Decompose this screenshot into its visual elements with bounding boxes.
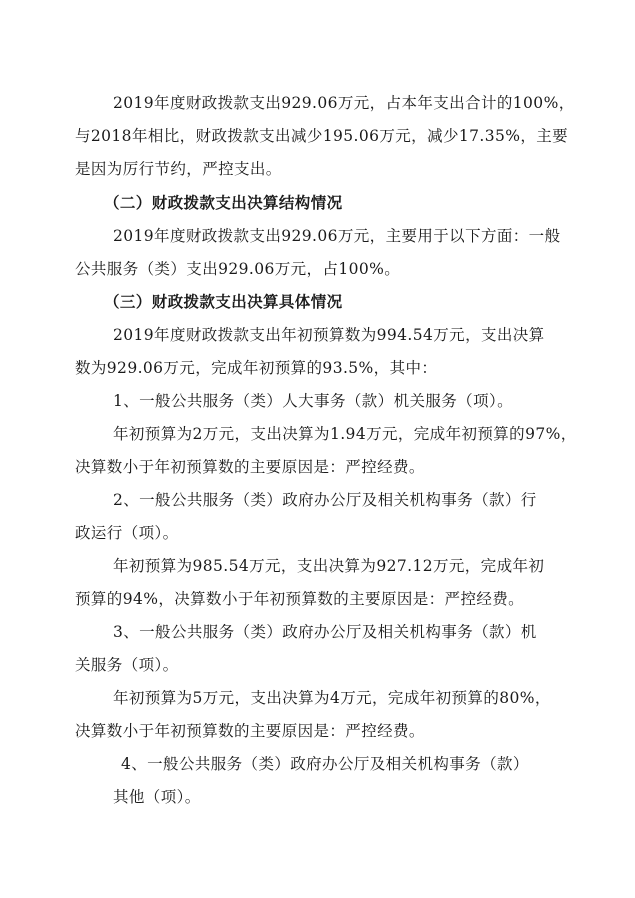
text-line: 是因为厉行节约，严控支出。 — [75, 160, 282, 178]
text-line: 政运行（项）。 — [75, 524, 179, 542]
text-line: 2、一般公共服务（类）政府办公厅及相关机构事务（款）行 — [113, 491, 537, 509]
text-line: 数为929.06万元，完成年初预算的93.5%，其中： — [75, 359, 438, 377]
text-line: 年初预算为2万元，支出决算为1.94万元，完成年初预算的97%， — [113, 425, 577, 443]
text-line: 1、一般公共服务（类）人大事务（款）机关服务（项）。 — [113, 392, 514, 410]
text-line: 与2018年相比，财政拨款支出减少195.06万元，减少17.35%，主要 — [75, 127, 569, 145]
text-line: 关服务（项）。 — [75, 656, 179, 674]
text-line: 3、一般公共服务（类）政府办公厅及相关机构事务（款）机 — [113, 623, 537, 641]
text-line: 2019年度财政拨款支出年初预算数为994.54万元，支出决算 — [113, 326, 545, 344]
text-line: 年初预算为985.54万元，支出决算为927.12万元，完成年初 — [113, 557, 545, 575]
text-line: 4、一般公共服务（类）政府办公厅及相关机构事务（款） — [121, 755, 529, 773]
text-line: 决算数小于年初预算数的主要原因是：严控经费。 — [75, 722, 425, 740]
text-line: 其他（项）。 — [113, 788, 201, 806]
section-heading: （二）财政拨款支出决算结构情况 — [104, 193, 343, 212]
text-line: 2019年度财政拨款支出929.06万元，占本年支出合计的100%， — [113, 94, 575, 112]
text-line: 公共服务（类）支出929.06万元，占100%。 — [75, 260, 401, 278]
text-line: 2019年度财政拨款支出929.06万元，主要用于以下方面：一般 — [113, 227, 561, 245]
text-line: 年初预算为5万元，支出决算为4万元，完成年初预算的80%， — [113, 689, 551, 707]
text-line: 预算的94%，决算数小于年初预算数的主要原因是：严控经费。 — [75, 590, 525, 608]
section-heading: （三）财政拨款支出决算具体情况 — [104, 292, 343, 311]
text-line: 决算数小于年初预算数的主要原因是：严控经费。 — [75, 458, 425, 476]
